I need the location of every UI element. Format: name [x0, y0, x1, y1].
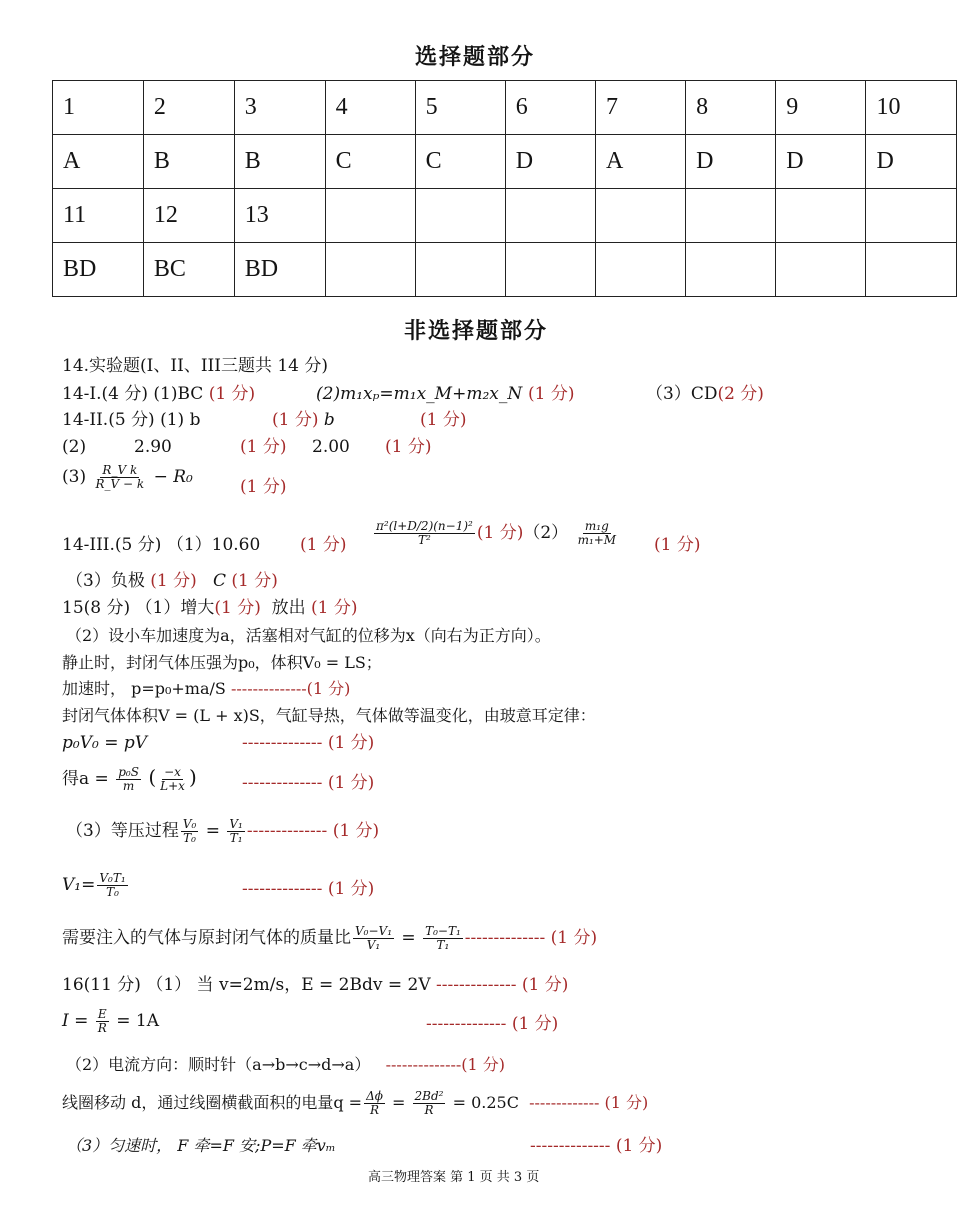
- table-cell: BD: [53, 243, 144, 297]
- table-row: [53, 81, 957, 135]
- q14-ii-2-v1: 2.90: [134, 437, 172, 457]
- score: (1 分): [528, 384, 575, 404]
- table-cell: 12: [143, 189, 234, 243]
- table-cell: B: [143, 135, 234, 189]
- table-cell: 6: [505, 81, 595, 135]
- table-cell: [776, 243, 866, 297]
- q14-i-line: 14-I.(4 分) (1)BC (1 分): [62, 384, 256, 404]
- table-cell: [505, 243, 595, 297]
- page-footer: 高三物理答案 第 1 页 共 3 页: [368, 1170, 540, 1185]
- table-cell: A: [53, 135, 144, 189]
- q15-line6: p₀V₀ = pV: [62, 733, 147, 753]
- q16-line2-score: -------------- (1 分): [426, 1014, 559, 1034]
- q15-line8: （3）等压过程 $\frac{\text{V₀}}{\text{T₀}}$ = $\frac{\text{V₁}}{\text{T₁}}$ -------------- (1 分): [66, 817, 380, 846]
- q14-i-part3: （3）CD(2 分): [646, 384, 764, 404]
- table-cell: C: [415, 135, 505, 189]
- q14-ii-line: 14-II.(5 分) (1) b: [62, 410, 201, 430]
- table-cell: D: [776, 135, 866, 189]
- table-cell: C: [325, 135, 415, 189]
- q16-line1: 16(11 分) （1） 当 v=2m/s，E = 2Bdv = 2V -------------- (1 分): [62, 975, 569, 995]
- q14-iii-prefix: 14-III.(5 分) （1）10.60: [62, 535, 261, 555]
- table-cell: 11: [53, 189, 144, 243]
- table-cell: [325, 243, 415, 297]
- q14-ii-2-v2: 2.00: [312, 437, 350, 457]
- table-cell: 3: [234, 81, 325, 135]
- table-cell: 10: [866, 81, 957, 135]
- table-cell: [325, 189, 415, 243]
- q16-line2: I = $\frac{E}{R}$ = 1A: [62, 1007, 159, 1036]
- table-row: [53, 135, 957, 189]
- table-cell: 7: [595, 81, 685, 135]
- q15-line3: 静止时，封闭气体压强为p₀，体积V₀ = LS；: [62, 653, 382, 672]
- q16-line4: 线圈移动 d，通过线圈横截面积的电量q = $\frac{\Delta\phi}{R}$ = $\frac{\text{2Bd²}}{R}$ = 0.25C ------------- (1 分): [62, 1089, 649, 1118]
- table-cell: [595, 243, 685, 297]
- q15-line5: 封闭气体体积V = (L + x)S，气缸导热，气体做等温变化，由玻意耳定律：: [62, 706, 596, 725]
- q14-i-part2: (2)m₁xₚ=m₁x_M+m₂x_N: [316, 384, 523, 404]
- table-row: [53, 189, 957, 243]
- score: (1 分): [420, 410, 467, 430]
- score: (1 分): [208, 384, 256, 404]
- table-cell: 8: [686, 81, 776, 135]
- table-cell: [866, 243, 957, 297]
- table-cell: 13: [234, 189, 325, 243]
- q15-line7: 得a = $\frac{\text{p₀S}}{m}$ ( $\frac{-x}{L+x}$ ): [62, 765, 197, 794]
- q15-line1: 15(8 分) （1）增大(1 分) 放出 (1 分): [62, 598, 358, 618]
- table-cell: [776, 189, 866, 243]
- table-cell: 9: [776, 81, 866, 135]
- table-cell: D: [866, 135, 957, 189]
- q16-line3: （2）电流方向：顺时针（a→b→c→d→a） --------------(1 分): [66, 1055, 506, 1074]
- q15-line6-score: -------------- (1 分): [242, 733, 375, 753]
- table-cell: BC: [143, 243, 234, 297]
- q15-line7-score: -------------- (1 分): [242, 773, 375, 793]
- table-cell: [505, 189, 595, 243]
- table-cell: 2: [143, 81, 234, 135]
- q14-iii-formula1: $\frac{\text{π²(l+D/2)(n−1)²}}{\text{T²}}$ (1 分)（2） $\frac{\text{m₁g}}{\text{m₁+M}}$: [376, 519, 617, 548]
- table-cell: B: [234, 135, 325, 189]
- q14-ii-score: (1 分) b: [272, 410, 335, 430]
- table-cell: 1: [53, 81, 144, 135]
- table-cell: [415, 189, 505, 243]
- q16-line5: （3）匀速时， F 牵=F 安;P=F 牵vₘ: [66, 1136, 336, 1155]
- table-cell: [415, 243, 505, 297]
- q15-line4: 加速时， p=p₀+ma/S --------------(1 分): [62, 679, 351, 698]
- choice-section-title: 选择题部分: [415, 44, 536, 70]
- table-cell: A: [595, 135, 685, 189]
- score: (1 分): [385, 437, 432, 457]
- q15-line10: 需要注入的气体与原封闭气体的质量比 $\frac{\text{V₀−V₁}}{\text{V₁}}$ = $\frac{\text{T₀−T₁}}{\text{T₁}}$ -------------- (1 分): [62, 924, 598, 953]
- table-cell: BD: [234, 243, 325, 297]
- table-cell: D: [686, 135, 776, 189]
- score: (1 分): [240, 437, 287, 457]
- q15-line9: V₁= $\frac{\text{V₀T₁}}{\text{T₀}}$: [62, 871, 126, 900]
- q14-ii-3: (3) $\frac{\text{R\_V k}}{R\_V - k}$ − R₀: [62, 463, 193, 492]
- q14-ii-2-label: (2): [62, 437, 87, 457]
- table-cell: [866, 189, 957, 243]
- q15-line2: （2）设小车加速度为a，活塞相对气缸的位移为x（向右为正方向）。: [66, 626, 551, 645]
- score: (1 分): [240, 477, 287, 497]
- table-cell: [595, 189, 685, 243]
- nonchoice-section-title: 非选择题部分: [404, 318, 549, 344]
- table-cell: [686, 189, 776, 243]
- q14-header: 14.实验题(I、II、III三题共 14 分): [62, 356, 329, 376]
- q14-iii-3: （3）负极 (1 分) C (1 分): [66, 571, 278, 591]
- table-cell: 4: [325, 81, 415, 135]
- table-row: [53, 243, 957, 297]
- answer-table: [52, 80, 957, 297]
- q15-line9-score: -------------- (1 分): [242, 879, 375, 899]
- score: (1 分): [300, 535, 347, 555]
- score: (1 分): [654, 535, 701, 555]
- table-cell: D: [505, 135, 595, 189]
- table-cell: 5: [415, 81, 505, 135]
- q16-line5-score: -------------- (1 分): [530, 1136, 663, 1156]
- table-cell: [686, 243, 776, 297]
